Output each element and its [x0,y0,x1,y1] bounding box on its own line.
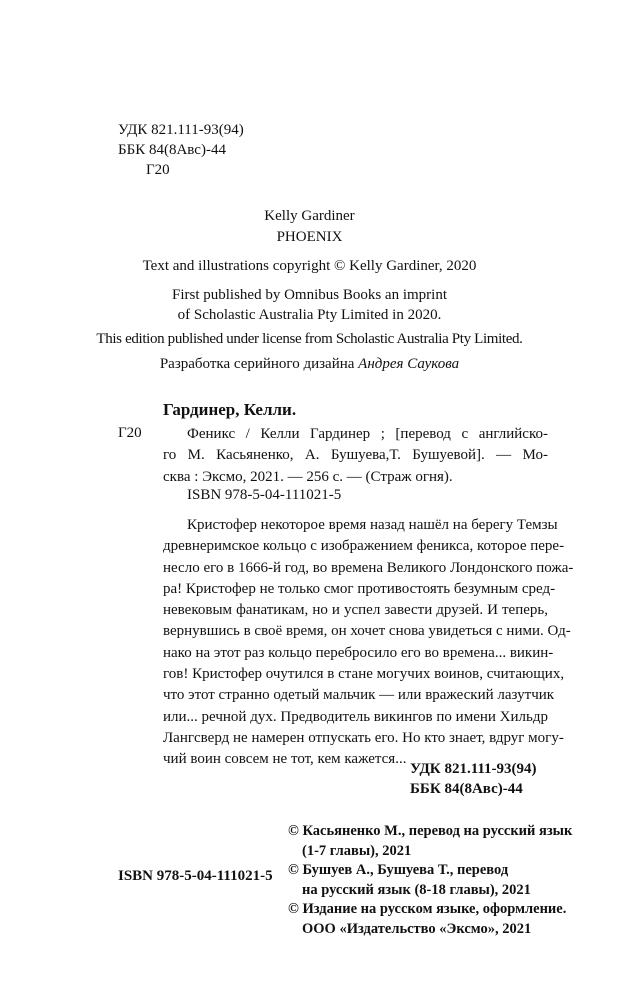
design-credit-name: Андрея Саукова [358,356,460,372]
annotation-line: чий воин совсем не тот, кем кажется... [163,751,407,768]
annotation-line: Лангсверд не намерен отпускать его. Но кто знает, вдруг могу- [163,729,564,746]
catalog-heading: Гардинер, Келли. [163,400,297,419]
annotation-line: что этот странно одетый мальчик — или вражеский лазутчик [163,687,555,704]
udk-code-top: УДК 821.111-93(94) [118,122,244,138]
annotation-line: ра! Кристофер не только смог противостоять безумным сред- [163,580,556,597]
design-credit-label: Разработка серийного дизайна [159,356,355,372]
bbk-code-top: ББК 84(8Авс)-44 [118,142,226,158]
license-statement: This edition published under license from Scholastic Australia Pty Limited. [96,331,523,347]
description-line: сква : Эксмо, 2021. — 256 с. — (Страж огня). [163,468,453,485]
first-published-line-1: First published by Omnibus Books an imprint [171,287,447,303]
copyright-line: © Касьяненко М., перевод на русский язык [288,823,573,839]
footer-isbn: ISBN 978-5-04-111021-5 [118,868,273,884]
annotation [163,515,574,771]
catalog-description [163,424,548,488]
catalog-isbn: ISBN 978-5-04-111021-5 [187,487,342,503]
original-title: PHOENIX [276,229,343,245]
catalog-author-mark: Г20 [118,425,142,441]
catalog-bbk: ББК 84(8Авс)-44 [410,781,523,797]
copyright-line: на русский язык (8-18 главы), 2021 [302,881,531,898]
catalog-udk: УДК 821.111-93(94) [410,761,537,777]
original-author: Kelly Gardiner [264,208,355,224]
design-credit [0,356,619,373]
description-line: го М. Касьяненко, А. Бушуева,Т. Бушуевой]. — Мо- [163,447,548,464]
description-line: Феникс / Келли Гардинер ; [перевод с английско- [187,426,548,442]
annotation-line: вернувшись в своё время, он хочет снова увидеться с ними. Од- [163,623,571,640]
first-published-line-2: of Scholastic Australia Pty Limited in 2020. [177,307,442,323]
annotation-line: Кристофер некоторое время назад нашёл на берегу Темзы [187,517,558,533]
copyright-line: © Бушуев А., Бушуева Т., перевод [288,862,509,879]
annotation-line: невековым фанатикам, но и успел завести друзей. И теперь, [163,602,548,619]
copyright-block [288,822,572,940]
annotation-line: или... речной дух. Предводитель викингов по имени Хильдр [163,708,548,725]
annotation-line: древнеримское кольцо с изображением феникса, которое пере- [163,538,565,555]
author-mark-top: Г20 [146,162,170,178]
annotation-line: несло его в 1666-й год, во времена Великого Лондонского пожа- [163,559,574,576]
annotation-line: гов! Кристофер очутился в стане могучих воинов, считающих, [163,666,565,683]
copyright-line: ООО «Издательство «Эксмо», 2021 [302,920,532,937]
original-copyright: Text and illustrations copyright © Kelly Gardiner, 2020 [142,258,477,274]
annotation-line: нако на этот раз кольцо перебросило его во времена... викин- [163,644,554,661]
copyright-line: © Издание на русском языке, оформление. [288,901,567,918]
copyright-line: (1-7 главы), 2021 [302,842,412,859]
